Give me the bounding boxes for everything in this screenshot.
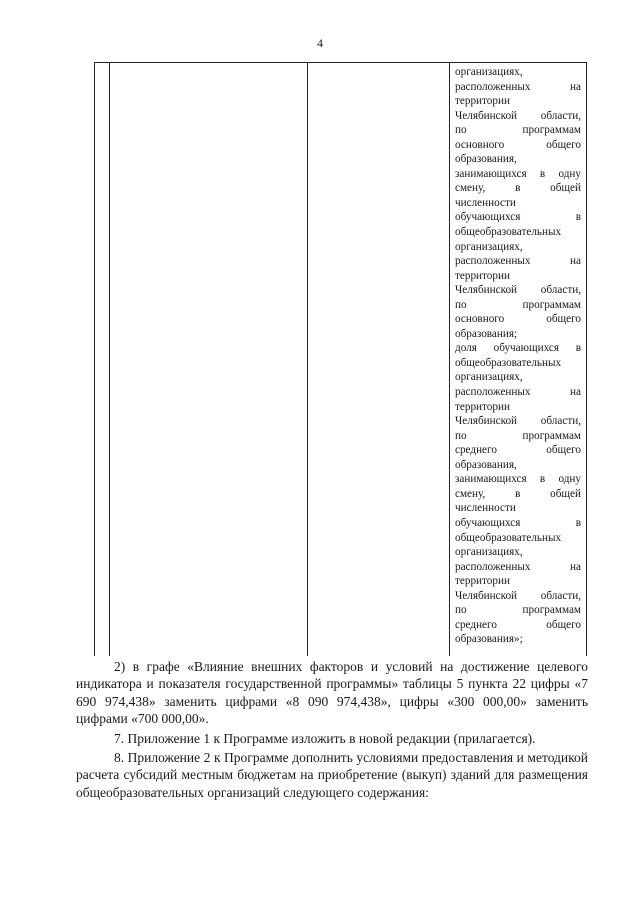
- table-cell-word: общей: [550, 487, 581, 500]
- table-cell-word: программам: [522, 604, 581, 617]
- table-cell-line: [455, 414, 581, 429]
- table-cell-line: [455, 516, 581, 531]
- table-cell-word: области,: [540, 589, 581, 602]
- table-cell-word: расположенных: [455, 560, 531, 573]
- table-cell-word: в: [575, 211, 581, 224]
- table-cell-line: организациях,: [455, 66, 523, 78]
- table-cell-word: на: [570, 255, 581, 268]
- table-cell-line: образования,: [455, 153, 517, 166]
- table-cell-word: среднего: [455, 444, 497, 457]
- table-cell-line: [455, 254, 581, 269]
- table-cell-word: Челябинской: [455, 589, 518, 602]
- table-cell-word: области,: [540, 415, 581, 428]
- table-cell-line: организациях,: [455, 546, 523, 559]
- table-cell-word: обучающихся: [455, 516, 521, 529]
- table-cell-word: занимающихся: [455, 473, 527, 486]
- table-column-divider: [449, 63, 450, 656]
- table-cell-line: [455, 283, 581, 298]
- table-cell-word: в: [515, 182, 521, 195]
- table-cell-word: Челябинской: [455, 109, 518, 122]
- table-cell-line: [455, 443, 581, 458]
- table-cell-line: [455, 618, 581, 633]
- table-cell-word: в: [539, 167, 546, 180]
- table-cell-word: по: [455, 124, 467, 137]
- table-cell-line: [455, 487, 581, 502]
- table-continuation: [94, 62, 587, 656]
- paragraph-item-8: 8. Приложение 2 к Программе дополнить условиями предоставления и методикой расчета субсидий местным бюджетам на приобретение (выкуп) зданий для размещения общеобразовательных организаций следующего содержания:: [76, 750, 588, 800]
- table-cell-word: обучающихся: [455, 211, 521, 224]
- table-cell-line: [455, 181, 581, 196]
- table-cell-word: Челябинской: [455, 284, 518, 297]
- table-cell-line: территории: [455, 400, 510, 413]
- table-cell-word: общего: [546, 444, 581, 457]
- table-cell-word: программам: [522, 298, 581, 311]
- table-cell-word: по: [455, 429, 467, 442]
- table-cell-word: программам: [522, 124, 581, 137]
- table-cell-word: области,: [540, 109, 581, 122]
- table-cell-word: занимающихся: [455, 167, 527, 180]
- table-cell-word: в: [575, 342, 581, 355]
- table-cell-line: общеобразовательных: [455, 356, 562, 369]
- table-cell-line: [455, 312, 581, 327]
- table-cell-word: основного: [455, 313, 505, 326]
- table-cell-line: территории: [455, 269, 510, 282]
- table-cell-word: основного: [455, 138, 505, 151]
- table-cell-word: на: [570, 386, 581, 399]
- table-cell-word: Челябинской: [455, 415, 518, 428]
- table-cell-word: одну: [558, 167, 581, 180]
- table-cell-word: смену,: [455, 487, 486, 500]
- table-cell-word: в: [539, 473, 546, 486]
- table-cell-word: общего: [546, 618, 581, 631]
- table-cell-line: [455, 109, 581, 124]
- table-cell-word: расположенных: [455, 386, 531, 399]
- table-cell-word: по: [455, 298, 467, 311]
- table-cell-word: смену,: [455, 182, 486, 195]
- table-cell-line: [455, 603, 581, 618]
- table-cell-line: [455, 167, 581, 182]
- table-cell-line: общеобразовательных: [455, 226, 562, 239]
- table-cell-line: [455, 385, 581, 400]
- table-cell-word: на: [570, 560, 581, 573]
- table-cell-word: в: [515, 487, 521, 500]
- table-cell-line: организациях,: [455, 240, 523, 253]
- table-cell-line: [455, 341, 581, 356]
- table-cell-word: расположенных: [455, 255, 531, 268]
- table-cell-word: в: [575, 516, 581, 529]
- table-cell-line: образования»;: [455, 633, 523, 646]
- body-text: [76, 658, 588, 801]
- table-cell-word: на: [570, 80, 581, 93]
- table-cell-line: [455, 429, 581, 444]
- table-cell-word: обучающихся: [493, 342, 559, 355]
- table-cell-line: [455, 298, 581, 313]
- table-cell-line: численности: [455, 196, 516, 209]
- table-cell-word: общей: [550, 182, 581, 195]
- table-cell-word: по: [455, 604, 467, 617]
- paragraph-item-7: 7. Приложение 1 к Программе изложить в новой редакции (прилагается).: [114, 730, 536, 746]
- table-column-divider: [307, 63, 308, 656]
- table-cell-line: численности: [455, 502, 516, 515]
- table-cell-word: доля: [455, 342, 477, 355]
- table-cell-word: области,: [540, 284, 581, 297]
- table-cell-line: организациях,: [455, 371, 523, 384]
- table-cell-line: образования,: [455, 458, 517, 471]
- table-cell-line: [455, 560, 581, 575]
- table-cell-word: расположенных: [455, 80, 531, 93]
- table-cell-line: [455, 138, 581, 153]
- table-cell-word: общего: [546, 138, 581, 151]
- table-cell-word: общего: [546, 313, 581, 326]
- table-cell-line: [455, 210, 581, 225]
- table-cell-word: среднего: [455, 618, 497, 631]
- table-cell-word: программам: [522, 429, 581, 442]
- table-cell-line: территории: [455, 95, 510, 108]
- page-number: 4: [317, 36, 323, 50]
- table-cell-line: [455, 472, 581, 487]
- table-cell-line: образования;: [455, 327, 518, 340]
- table-cell-line: территории: [455, 575, 510, 588]
- table-cell-word: одну: [558, 473, 581, 486]
- paragraph-item-2: 2) в графе «Влияние внешних факторов и условий на достижение целевого индикатора и показателя государственной программы» таблицы 5 пункта 22 цифры «7 690 974,438» заменить цифрами «8 090 974,438», цифры «300 000,00» заменить цифрами «700 000,00».: [76, 659, 588, 727]
- table-cell-line: общеобразовательных: [455, 531, 562, 544]
- table-cell-text: [455, 65, 581, 647]
- table-cell-line: [455, 123, 581, 138]
- table-cell-line: [455, 589, 581, 604]
- table-column-divider: [109, 63, 110, 656]
- table-cell-line: [455, 80, 581, 95]
